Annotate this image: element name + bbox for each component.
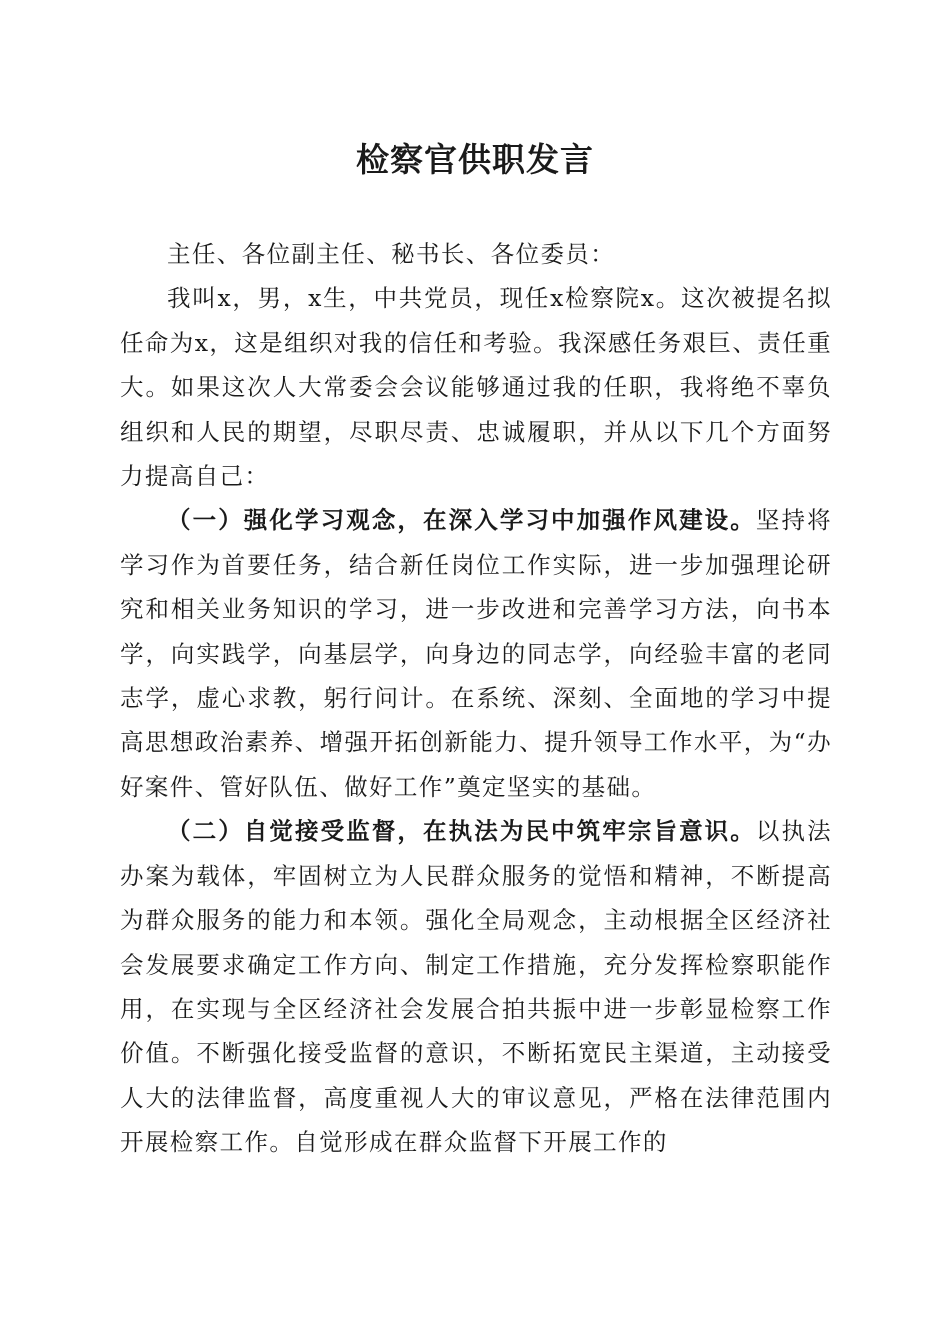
- salutation: 主任、各位副主任、秘书长、各位委员：: [167, 240, 616, 268]
- section-text-1: 坚持将学习作为首要任务，结合新任岗位工作实际，进一步加强理论研究和相关业务知识的学习，进一步改进和完善学习方法，向书本学，向实践学，向基层学，向身边的同志学，向经验丰富的老同志学，虚心求教，躬行问计。在系统、深刻、全面地的学习中提高思想政治素养、增强开拓创新能力、提升领导工作水平，为“办好案件、管好队伍、做好工作”奠定坚实的基础。: [120, 506, 832, 801]
- section-text-2: 以执法办案为载体，牢固树立为人民群众服务的觉悟和精神，不断提高为群众服务的能力和本领。强化全局观念，主动根据全区经济社会发展要求确定工作方向、制定工作措施，充分发挥检察职能作用，在实现与全区经济社会发展合拍共振中进一步彰显检察工作价值。不断强化接受监督的意识，不断拓宽民主渠道，主动接受人大的法律监督，高度重视人大的审议意见，严格在法律范围内开展检察工作。自觉形成在群众监督下开展工作的: [120, 817, 832, 1157]
- section-heading-2: （二）自觉接受监督，在执法为民中筑牢宗旨意识。: [167, 817, 756, 846]
- document-title: 检察官供职发言: [356, 140, 594, 179]
- section-paragraph-2: [120, 809, 832, 1164]
- intro-paragraph: 我叫x，男，x生，中共党员，现任x检察院x。这次被提名拟任命为x，这是组织对我的信任和考验。我深感任务艰巨、责任重大。如果这次人大常委会会议能够通过我的任职，我将绝不辜负组织和人民的期望，尽职尽责、忠诚履职，并从以下几个方面努力提高自己：: [120, 284, 832, 491]
- section-paragraph-1: [120, 498, 832, 809]
- document-body: [120, 232, 832, 1165]
- section-heading-1: （一）强化学习观念，在深入学习中加强作风建设。: [167, 506, 756, 535]
